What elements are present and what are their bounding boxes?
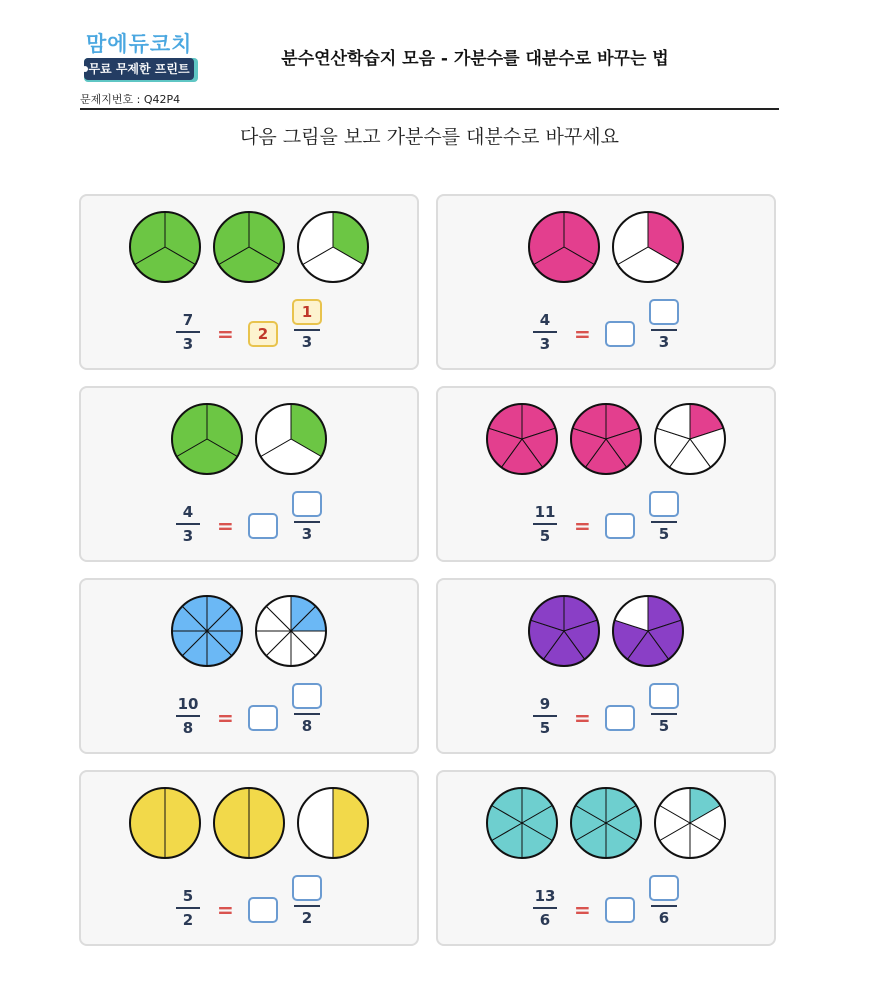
fraction-circles (81, 786, 417, 860)
circle-diagram (170, 594, 328, 668)
fraction-circle (298, 212, 368, 282)
equals-sign: = (217, 706, 234, 730)
whole-number-box[interactable] (605, 321, 635, 347)
improper-fraction (527, 886, 563, 930)
fraction-circle (256, 596, 326, 666)
mixed-denominator: 5 (658, 717, 670, 735)
fraction-circle (172, 404, 242, 474)
circle-diagram (128, 786, 370, 860)
numerator-box[interactable] (649, 491, 679, 517)
fraction-circle (529, 212, 599, 282)
whole-number-box[interactable] (605, 897, 635, 923)
sheet-code: 문제지번호 : Q42P4 (80, 93, 181, 106)
equals-sign: = (574, 514, 591, 538)
equation-row (438, 688, 774, 748)
improper-fraction (527, 502, 563, 546)
instruction: 다음 그림을 보고 가분수를 대분수로 바꾸세요 (240, 126, 619, 148)
fraction-circle (613, 596, 683, 666)
mixed-denominator: 5 (658, 525, 670, 543)
equation-row (81, 304, 417, 364)
equation-row (438, 496, 774, 556)
circle-diagram (527, 594, 685, 668)
mixed-fraction-bar (294, 521, 320, 523)
denominator: 2 (182, 911, 194, 929)
filled-sector (214, 788, 249, 858)
denominator: 5 (539, 527, 551, 545)
fraction-circles (438, 786, 774, 860)
equals-sign: = (217, 514, 234, 538)
page-title: 분수연산학습지 모음 - 가분수를 대분수로 바꾸는 법 (281, 49, 669, 69)
fraction-circles (438, 594, 774, 668)
fraction-circle (571, 788, 641, 858)
numerator-box[interactable] (292, 491, 322, 517)
fraction-circle (130, 788, 200, 858)
improper-fraction (170, 502, 206, 546)
mixed-denominator: 3 (658, 333, 670, 351)
problem-card (79, 578, 419, 754)
numerator-box[interactable] (292, 683, 322, 709)
fraction-circle (655, 788, 725, 858)
fraction-circle (256, 404, 326, 474)
problem-card (436, 194, 776, 370)
logo-title: 맘에듀코치 (86, 32, 193, 56)
numerator-box[interactable] (292, 875, 322, 901)
mixed-denominator: 3 (301, 525, 313, 543)
fraction-circle (214, 788, 284, 858)
problem-card (436, 578, 776, 754)
filled-sector (249, 788, 284, 858)
equation-row (438, 304, 774, 364)
fraction-circle (298, 788, 368, 858)
mixed-fraction-bar (651, 521, 677, 523)
logo-badge (84, 58, 198, 82)
filled-sector (333, 788, 368, 858)
mixed-denominator: 3 (301, 333, 313, 351)
equation-row (438, 880, 774, 940)
problem-card (436, 770, 776, 946)
equals-sign: = (574, 898, 591, 922)
fraction-circles (81, 594, 417, 668)
improper-fraction (170, 694, 206, 738)
numerator-box[interactable] (649, 683, 679, 709)
logo-dot (82, 66, 88, 72)
mixed-fraction-bar (651, 905, 677, 907)
equals-sign: = (217, 898, 234, 922)
equals-sign: = (574, 322, 591, 346)
numerator: 5 (182, 887, 194, 905)
circle-diagram (128, 210, 370, 284)
circle-diagram (485, 786, 727, 860)
improper-fraction (170, 886, 206, 930)
whole-number-box[interactable]: 2 (248, 321, 278, 347)
problem-card (79, 386, 419, 562)
mixed-denominator: 2 (301, 909, 313, 927)
fraction-bar (176, 907, 200, 909)
fraction-circles (438, 402, 774, 476)
denominator: 6 (539, 911, 551, 929)
fraction-circle (571, 404, 641, 474)
problem-card (436, 386, 776, 562)
fraction-circle (613, 212, 683, 282)
header-divider (80, 108, 779, 110)
fraction-bar (176, 523, 200, 525)
problem-card (79, 770, 419, 946)
numerator-box[interactable] (649, 875, 679, 901)
filled-sector (165, 788, 200, 858)
circle-diagram (527, 210, 685, 284)
denominator: 3 (539, 335, 551, 353)
fraction-circle (172, 596, 242, 666)
numerator: 10 (177, 695, 199, 713)
mixed-fraction-bar (294, 905, 320, 907)
numerator: 7 (182, 311, 194, 329)
numerator: 11 (534, 503, 556, 521)
equals-sign: = (217, 322, 234, 346)
circle-diagram (485, 402, 727, 476)
whole-number-box[interactable] (248, 513, 278, 539)
fraction-circle (487, 788, 557, 858)
whole-number-box[interactable] (248, 897, 278, 923)
whole-number-box[interactable] (605, 705, 635, 731)
fraction-bar (533, 523, 557, 525)
fraction-bar (176, 331, 200, 333)
fraction-circle (214, 212, 284, 282)
whole-number-box[interactable] (248, 705, 278, 731)
circle-diagram (170, 402, 328, 476)
mixed-fraction-bar (294, 713, 320, 715)
mixed-denominator: 6 (658, 909, 670, 927)
equation-row (81, 880, 417, 940)
whole-number-box[interactable] (605, 513, 635, 539)
denominator: 5 (539, 719, 551, 737)
mixed-fraction-bar (651, 713, 677, 715)
problem-card (79, 194, 419, 370)
numerator: 4 (539, 311, 551, 329)
mixed-denominator: 8 (301, 717, 313, 735)
fraction-circle (130, 212, 200, 282)
mixed-fraction-bar (651, 329, 677, 331)
mixed-fraction-bar (294, 329, 320, 331)
fraction-bar (533, 331, 557, 333)
fraction-bar (176, 715, 200, 717)
numerator-box[interactable]: 1 (292, 299, 322, 325)
fraction-circle (655, 404, 725, 474)
logo (82, 28, 202, 86)
fraction-circles (81, 402, 417, 476)
numerator-box[interactable] (649, 299, 679, 325)
logo-badge-text: 무료 무제한 프린트 (84, 58, 194, 80)
denominator: 8 (182, 719, 194, 737)
improper-fraction (527, 694, 563, 738)
numerator: 9 (539, 695, 551, 713)
improper-fraction (170, 310, 206, 354)
filled-sector (130, 788, 165, 858)
empty-sector (298, 788, 333, 858)
denominator: 3 (182, 335, 194, 353)
fraction-circles (81, 210, 417, 284)
fraction-bar (533, 715, 557, 717)
numerator: 4 (182, 503, 194, 521)
equation-row (81, 496, 417, 556)
equals-sign: = (574, 706, 591, 730)
fraction-circle (529, 596, 599, 666)
improper-fraction (527, 310, 563, 354)
numerator: 13 (534, 887, 556, 905)
denominator: 3 (182, 527, 194, 545)
equation-row (81, 688, 417, 748)
fraction-circles (438, 210, 774, 284)
fraction-bar (533, 907, 557, 909)
fraction-circle (487, 404, 557, 474)
